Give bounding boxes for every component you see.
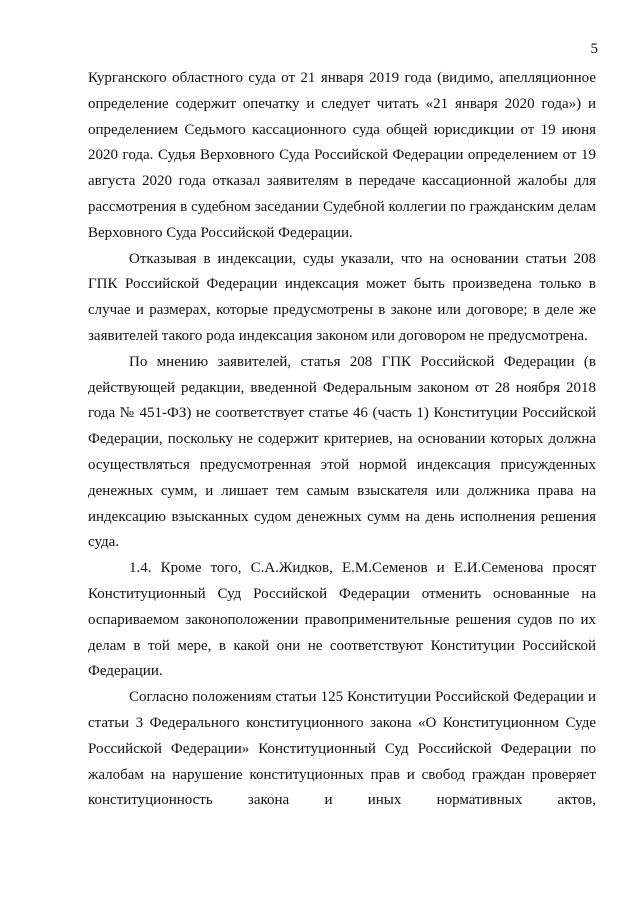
paragraph-applicants-opinion: По мнению заявителей, статья 208 ГПК Российской Федерации (в действующей редакции, введенной Федеральным законом от 28 ноября 2018 года № 451-ФЗ) не соответствует статье 46 (часть 1) Конституции Российской Федерации, поскольку не содержит критериев, на основании которых должна осуществляться предусмотренная этой нормой индексация присужденных денежных сумм, и лишает тем самым взыскателя или должника права на индексацию взысканных судом денежных сумм на день исполнения решения суда. (88, 353, 596, 551)
paragraph-indexation-refusal: Отказывая в индексации, суды указали, что на основании статьи 208 ГПК Российской Федерации индексация может быть произведена только в случае и размерах, которые предусмотрены в законе или договоре; в деле же заявителей такого рода индексация законом или договором не предусмотрена. (88, 250, 596, 344)
document-body (88, 66, 596, 814)
page-number: 5 (590, 41, 598, 57)
paragraph-court-rulings: Курганского областного суда от 21 января 2019 года (видимо, апелляционное определение содержит опечатку и следует читать «21 января 2020 года») и определением Седьмого кассационного суда общей юрисдикции от 19 июня 2020 года. Судья Верховного Суда Российской Федерации определением от 19 августа 2020 года отказал заявителям в передаче кассационной жалобы для рассмотрения в судебном заседании Судебной коллегии по гражданским делам Верховного Суда Российской Федерации. (88, 70, 596, 241)
paragraph-section-1-4: 1.4. Кроме того, С.А.Жидков, Е.М.Семенов и Е.И.Семенова просят Конституционный Суд Российской Федерации отменить основанные на оспариваемом законоположении правоприменительные решения судов по их делам в той мере, в какой они не соответствуют Конституции Российской Федерации. (88, 560, 596, 680)
paragraph-article-125: Согласно положениям статьи 125 Конституции Российской Федерации и статьи 3 Федерального конституционного закона «О Конституционном Суде Российской Федерации» Конституционный Суд Российской Федерации по жалобам на нарушение конституционных прав и свобод граждан проверяет конституционность закона и иных нормативных актов, (88, 689, 596, 809)
